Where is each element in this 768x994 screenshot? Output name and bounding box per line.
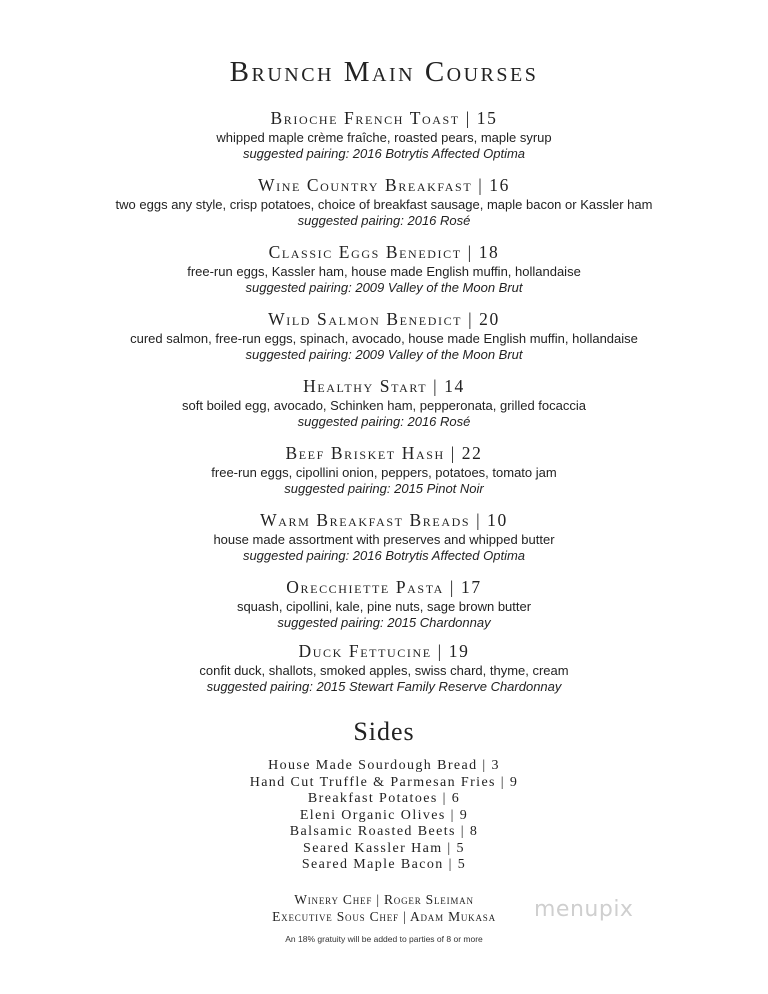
chef-credit: Winery Chef | Roger Sleiman	[294, 892, 474, 907]
menu-item	[0, 509, 768, 576]
menu-item	[0, 442, 768, 509]
menu-item-pairing: suggested pairing: 2015 Pinot Noir	[284, 481, 484, 496]
chef-credits	[0, 891, 768, 925]
menu-item	[0, 640, 768, 707]
sides-list	[0, 758, 768, 874]
menu-item-name: Warm Breakfast Breads | 10	[260, 510, 508, 530]
menu-item-name: Wild Salmon Benedict | 20	[268, 309, 500, 329]
sides-title: Sides	[353, 717, 415, 746]
sous-chef-credit: Executive Sous Chef | Adam Mukasa	[272, 909, 496, 924]
gratuity-note: An 18% gratuity will be added to parties of 8 or more	[285, 934, 483, 944]
side-item: Balsamic Roasted Beets | 8	[289, 824, 479, 839]
watermark-logo: menupix	[534, 897, 634, 922]
menu-item	[0, 375, 768, 442]
menu-item-description: soft boiled egg, avocado, Schinken ham, pepperonata, grilled focaccia	[182, 398, 586, 413]
menu-item-description: two eggs any style, crisp potatoes, choice of breakfast sausage, maple bacon or Kassler ham	[115, 197, 653, 212]
side-item: Hand Cut Truffle & Parmesan Fries | 9	[249, 774, 519, 790]
menu-item	[0, 308, 768, 375]
menu-item-description: whipped maple crème fraîche, roasted pears, maple syrup	[216, 130, 552, 145]
side-item: Breakfast Potatoes | 6	[307, 791, 461, 806]
menu-item-pairing: suggested pairing: 2015 Stewart Family Reserve Chardonnay	[206, 679, 562, 694]
menu-item-name: Classic Eggs Benedict | 18	[268, 242, 500, 262]
side-item: Eleni Organic Olives | 9	[299, 807, 469, 823]
menu-item-description: cured salmon, free-run eggs, spinach, avocado, house made English muffin, hollandaise	[130, 331, 638, 346]
menu-item-pairing: suggested pairing: 2016 Rosé	[297, 414, 471, 429]
menu-item	[0, 576, 768, 640]
main-courses-list	[0, 107, 768, 707]
side-item: Seared Kassler Ham | 5	[303, 840, 465, 856]
menu-item-pairing: suggested pairing: 2015 Chardonnay	[277, 615, 491, 630]
menu-item-name: Beef Brisket Hash | 22	[285, 443, 483, 463]
menu-item-description: free-run eggs, cipollini onion, peppers, potatoes, tomato jam	[211, 465, 557, 480]
side-item: House Made Sourdough Bread | 3	[268, 758, 500, 773]
menu-item	[0, 241, 768, 308]
menu-item-name: Duck Fettucine | 19	[298, 641, 470, 661]
menu-item-pairing: suggested pairing: 2009 Valley of the Moon Brut	[245, 280, 523, 295]
menu-item-name: Healthy Start | 14	[303, 376, 465, 396]
menu-item-description: confit duck, shallots, smoked apples, swiss chard, thyme, cream	[199, 663, 569, 678]
side-item: Seared Maple Bacon | 5	[301, 857, 467, 872]
menu-item-description: house made assortment with preserves and whipped butter	[213, 532, 555, 547]
menu-item	[0, 174, 768, 241]
menu-item-description: squash, cipollini, kale, pine nuts, sage brown butter	[236, 599, 532, 614]
menu-item-name: Wine Country Breakfast | 16	[257, 175, 510, 195]
menu-item-pairing: suggested pairing: 2016 Botrytis Affected Optima	[242, 548, 526, 563]
menu-item-pairing: suggested pairing: 2016 Rosé	[297, 213, 471, 228]
menu-item-description: free-run eggs, Kassler ham, house made English muffin, hollandaise	[187, 264, 581, 279]
page-title: Brunch Main Courses	[229, 56, 539, 88]
menu-item-name: Orecchiette Pasta | 17	[286, 577, 482, 597]
menu-item-pairing: suggested pairing: 2016 Botrytis Affected Optima	[242, 146, 526, 161]
menu-item-pairing: suggested pairing: 2009 Valley of the Moon Brut	[245, 347, 523, 362]
menu-item-name: Brioche French Toast | 15	[270, 108, 498, 128]
menu-item	[0, 107, 768, 174]
